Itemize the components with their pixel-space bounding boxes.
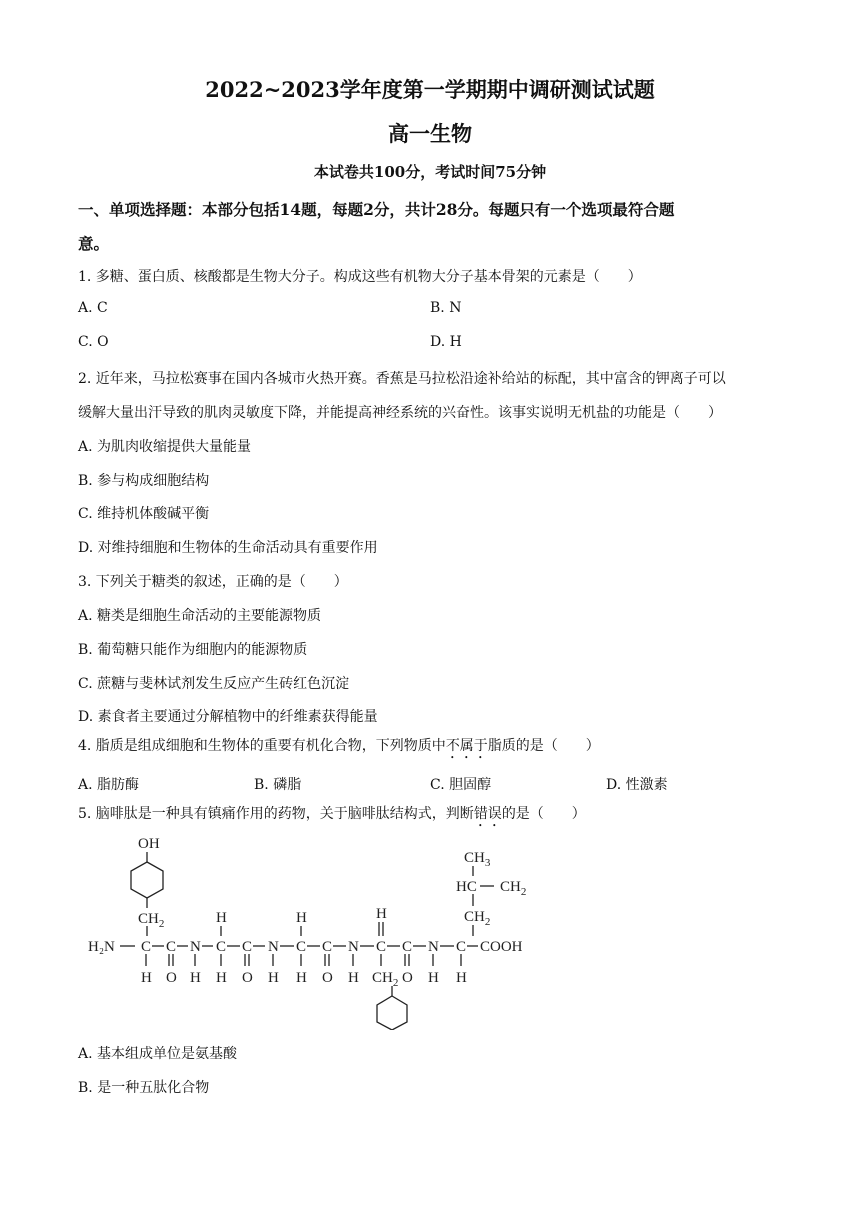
o-bottom-1: O [166,970,177,986]
option-a: A. 糖类是细胞生命活动的主要能源物质 [78,608,322,624]
h-top-3: H [376,906,387,922]
option-b: B. 是一种五肽化合物 [78,1080,210,1096]
option-b: B. N [430,300,462,316]
option-b: B. 葡萄糖只能作为细胞内的能源物质 [78,642,308,658]
atom-n1: N [190,939,201,955]
atom-c6: C [322,939,333,955]
hc-label: HC [456,879,477,895]
question-stem [78,803,586,830]
section-heading-line2: 意。 [78,234,110,253]
o-bottom-4: O [402,970,413,986]
h-bottom-2: H [190,970,201,986]
stem-pre: 5. 脑啡肽是一种具有镇痛作用的药物，关于脑啡肽结构式，判断 [78,806,474,822]
option-b: B. 参与构成细胞结构 [78,473,210,489]
atom-c9: C [456,939,467,955]
stem-emphasis: 不属于 [445,738,488,754]
section-heading-line1: 一、单项选择题：本部分包括14题，每题2分，共计28分。每题只有一个选项最符合题 [78,200,675,219]
question-stem [78,735,600,762]
option-c: C. 维持机体酸碱平衡 [78,506,210,522]
h-top-1: H [216,910,227,926]
option-c: C. 蔗糖与斐林试剂发生反应产生砖红色沉淀 [78,676,350,692]
oh-label: OH [138,836,160,852]
h-bottom-5: H [296,970,307,986]
enkephalin-structure-diagram [80,830,560,1030]
stem-emphasis: 错误 [473,806,502,822]
h-top-2: H [296,910,307,926]
option-a: A. 为肌肉收缩提供大量能量 [78,439,252,455]
h-bottom-1: H [141,970,152,986]
atom-c8: C [402,939,413,955]
atom-c7: C [376,939,387,955]
stem-pre: 4. 脂质是组成细胞和生物体的重要有机化合物，下列物质中 [78,738,446,754]
ch2-label-1: $CH_2$ [138,911,165,930]
h-bottom-3: H [216,970,227,986]
atom-c1: C [141,939,152,955]
tyrosine-ring [131,862,163,898]
option-a: A. 基本组成单位是氨基酸 [78,1046,238,1062]
question-stem-line2: 缓解大量出汗导致的肌肉灵敏度下降，并能提高神经系统的兴奋性。该事实说明无机盐的功能是（ ） [78,405,722,421]
option-d: D. H [430,334,462,350]
o-bottom-2: O [242,970,253,986]
option-a: A. 脂肪酶 [78,777,140,793]
atom-c4: C [242,939,253,955]
option-c: C. O [78,334,109,350]
o-bottom-3: O [322,970,333,986]
subject-title: 高一生物 [388,121,472,146]
question-stem-line1: 2. 近年来，马拉松赛事在国内各城市火热开赛。香蕉是马拉松沿途补给站的标配，其中富含的钾离子可以 [78,371,726,387]
atom-n4: N [428,939,439,955]
h-bottom-4: H [268,970,279,986]
question-stem: 1. 多糖、蛋白质、核酸都是生物大分子。构成这些有机物大分子基本骨架的元素是（ ） [78,269,642,285]
h-bottom-6: H [348,970,359,986]
atom-n2: N [268,939,279,955]
h-bottom-7: H [428,970,439,986]
h2n-label: H₂N [88,939,115,955]
ch3-label: $CH_3$ [464,850,491,869]
question-stem: 3. 下列关于糖类的叙述，正确的是（ ） [78,574,348,590]
option-b: B. 磷脂 [254,777,302,793]
option-c: C. 胆固醇 [430,777,492,793]
cooh-label: COOH [480,939,523,955]
atom-c2: C [166,939,177,955]
option-d: D. 对维持细胞和生物体的生命活动具有重要作用 [78,540,378,556]
atom-n3: N [348,939,359,955]
stem-post: 脂质的是（ ） [487,738,600,754]
ch2-label-4b: $CH_2$ [500,879,527,898]
option-d: D. 素食者主要通过分解植物中的纤维素获得能量 [78,709,378,725]
phenyl-ring [377,996,407,1030]
option-a: A. C [78,300,108,316]
stem-post: 的是（ ） [501,806,586,822]
ch2-label-4: $CH_2$ [464,909,491,928]
exam-info: 本试卷共100分，考试时间75分钟 [313,163,547,181]
option-d: D. 性激素 [606,777,668,793]
atom-c3: C [216,939,227,955]
atom-c5: C [296,939,307,955]
ch2-label-3: $CH_2$ [372,970,399,989]
exam-title: 2022~2023学年度第一学期期中调研测试试题 [205,77,655,102]
h-bottom-8: H [456,970,467,986]
